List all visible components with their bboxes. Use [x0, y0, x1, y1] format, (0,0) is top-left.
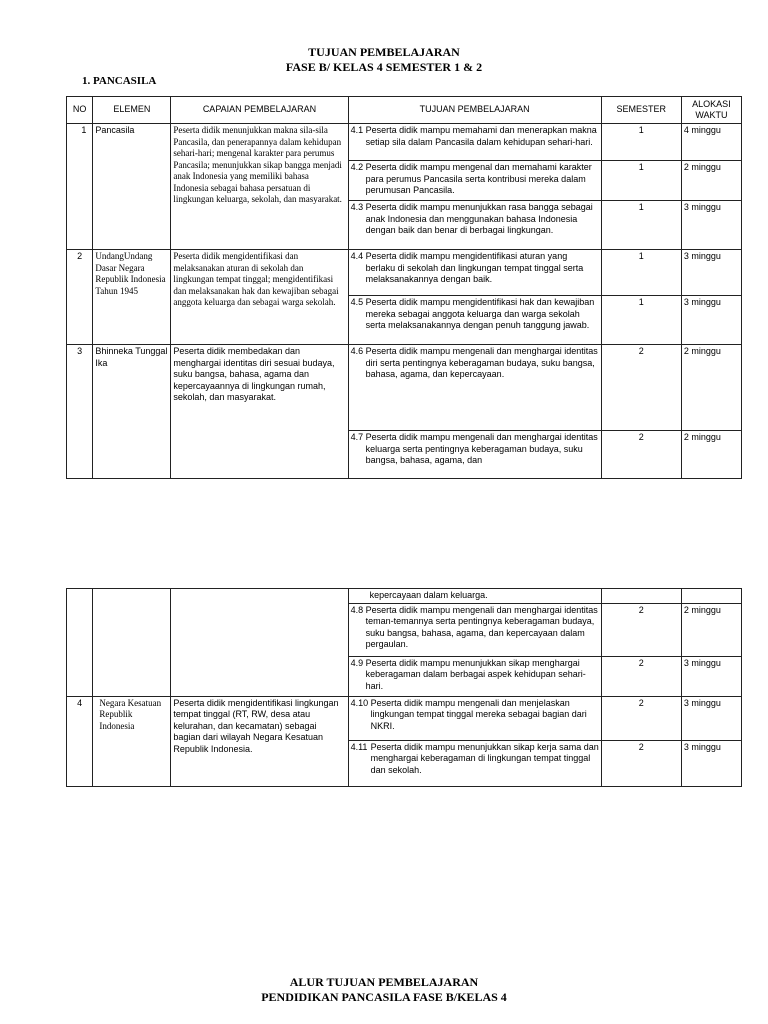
tp-item	[348, 431, 601, 479]
row-number: 3	[67, 345, 93, 479]
document-subtitle: FASE B/ KELAS 4 SEMESTER 1 & 2	[285, 60, 483, 74]
tp-item	[348, 603, 601, 656]
row-elemen	[93, 589, 171, 697]
tp-alokasi: 4 minggu	[681, 124, 741, 161]
tp-item	[348, 696, 601, 740]
tp-number: 4.9	[350, 657, 364, 668]
table-row	[67, 589, 742, 604]
tp-item	[348, 161, 601, 201]
tp-number: 4.7	[350, 432, 364, 442]
tp-number: 4.6	[350, 346, 364, 356]
table-row	[67, 250, 742, 296]
tp-number: 4.5	[350, 297, 364, 307]
tp-item	[348, 296, 601, 345]
tp-text: Peserta didik mampu mengenali dan menghargai identitas diri serta pentingnya keberagaman budaya, suku bangsa, bahasa, agama, dan kepercayaan.	[365, 346, 598, 379]
tp-alokasi: 2 minggu	[681, 345, 741, 431]
learning-objectives-table-continued	[66, 588, 742, 787]
tp-text: Peserta didik mampu mengenal dan memahami karakter para perumus Pancasila serta kontribusi mereka dalam perumusan Pancasila.	[365, 162, 592, 195]
header-no: NO	[67, 97, 93, 124]
tp-alokasi: 2 minggu	[681, 431, 741, 479]
tp-alokasi: 3 minggu	[681, 201, 741, 250]
row-capaian	[171, 589, 348, 697]
tp-number: 4.10	[350, 697, 369, 708]
tp-semester: 2	[601, 740, 681, 786]
row-number: 1	[67, 124, 93, 250]
footer-subtitle: PENDIDIKAN PANCASILA FASE B/KELAS 4	[261, 990, 507, 1004]
learning-objectives-table	[66, 96, 742, 479]
tp-number: 4.11	[350, 741, 368, 752]
tp-text: Peserta didik mampu mengenali dan menghargai identitas teman-temannya serta pentingnya keberagaman budaya, suku bangsa, bahasa, agama, dan kepercayaan dalam pergaulan.	[365, 604, 598, 649]
tp-text: Peserta didik mampu menunjukkan sikap menghargai keberagaman dalam berbagai aspek kehidupan sehari-hari.	[365, 657, 586, 691]
footer-title: ALUR TUJUAN PEMBELAJARAN	[289, 975, 479, 989]
row-capaian: Peserta didik menunjukkan makna sila-sila Pancasila, dan penerapannya dalam kehidupan sehari-hari; mengenal karakter para perumus Pancasila; menunjukkan sikap bangga menjadi anak Indonesia yang memiliki bahasa Indonesia sebagai bahasa persatuan di lingkungan keluarga, sekolah, dan masyarakat.	[171, 124, 348, 250]
table-row	[67, 345, 742, 431]
section-heading: 1. PANCASILA	[82, 75, 157, 87]
header-alokasi: ALOKASI WAKTU	[681, 97, 741, 124]
row-number	[67, 589, 93, 697]
header-elemen: ELEMEN	[93, 97, 171, 124]
tp-text: Peserta didik mampu mengenali dan menjelaskan lingkungan tempat tinggal mereka sebagai bagian dari NKRI.	[370, 697, 587, 731]
row-elemen: Negara Kesatuan Republik Indonesia	[93, 696, 171, 786]
header-semester: SEMESTER	[601, 97, 681, 124]
tp-alokasi: 3 minggu	[681, 250, 741, 296]
document-title: TUJUAN PEMBELAJARAN	[308, 45, 460, 59]
row-elemen: Bhinneka Tunggal Ika	[93, 345, 171, 479]
tp-number: 4.2	[350, 162, 364, 172]
tp-text: Peserta didik mampu memahami dan menerapkan makna setiap sila dalam Pancasila dalam kehidupan sehari-hari.	[365, 125, 597, 147]
tp-text: Peserta didik mampu mengenali dan menghargai identitas keluarga serta pentingnya keberagaman budaya, suku bangsa, bahasa, agama, dan	[365, 432, 598, 465]
tp-semester: 1	[601, 296, 681, 345]
header-capaian: CAPAIAN PEMBELAJARAN	[171, 97, 348, 124]
tp-item	[348, 740, 601, 786]
tp-alokasi: 3 minggu	[681, 656, 741, 696]
row-number: 4	[67, 696, 93, 786]
table-row	[67, 696, 742, 740]
tp-alokasi: 2 minggu	[681, 161, 741, 201]
tp-item	[348, 589, 601, 604]
tp-text: Peserta didik mampu menunjukkan rasa bangga sebagai anak Indonesia dan menggunakan bahasa Indonesia dengan baik dan benar di berbagai lingkungan.	[365, 202, 593, 235]
tp-item	[348, 656, 601, 696]
tp-text: kepercayaan dalam keluarga.	[369, 590, 488, 600]
tp-semester: 1	[601, 124, 681, 161]
tp-alokasi	[681, 589, 741, 604]
row-number: 2	[67, 250, 93, 345]
tp-alokasi: 3 minggu	[681, 696, 741, 740]
tp-semester: 2	[601, 656, 681, 696]
tp-alokasi: 3 minggu	[681, 296, 741, 345]
tp-text: Peserta didik mampu mengidentifikasi aturan yang berlaku di sekolah dan lingkungan tempat tinggal serta melaksanakannya dengan baik.	[365, 251, 584, 284]
tp-semester: 2	[601, 431, 681, 479]
table-row	[67, 124, 742, 161]
tp-semester: 1	[601, 161, 681, 201]
tp-semester: 1	[601, 201, 681, 250]
tp-item	[348, 345, 601, 431]
tp-number: 4.8	[350, 604, 364, 615]
tp-number: 4.4	[350, 251, 364, 261]
row-elemen: Pancasila	[93, 124, 171, 250]
tp-semester	[601, 589, 681, 604]
row-capaian: Peserta didik mengidentifikasi lingkungan tempat tinggal (RT, RW, desa atau kelurahan, dan kecamatan) sebagai bagian dari wilayah Negara Kesatuan Republik Indonesia.	[171, 696, 348, 786]
tp-semester: 2	[601, 603, 681, 656]
tp-text: Peserta didik mampu menunjukkan sikap kerja sama dan menghargai keberagaman di lingkungan tempat tinggal dan sekolah.	[370, 741, 599, 775]
row-capaian: Peserta didik membedakan dan menghargai identitas diri sesuai budaya, suku bangsa, bahasa, agama dan kepercayaannya di lingkungan rumah, sekolah, dan masyarakat.	[171, 345, 348, 479]
tp-item	[348, 124, 601, 161]
row-elemen: UndangUndang Dasar Negara Republik Indonesia Tahun 1945	[93, 250, 171, 345]
tp-item	[348, 201, 601, 250]
tp-semester: 1	[601, 250, 681, 296]
tp-text: Peserta didik mampu mengidentifikasi hak dan kewajiban mereka sebagai anggota keluarga dan warga sekolah serta melaksanakannya dengan penuh tanggung jawab.	[365, 297, 595, 330]
row-capaian: Peserta didik mengidentifikasi dan melaksanakan aturan di sekolah dan lingkungan tempat tinggal; mengidentifikasi dan melaksanakan hak dan kewajiban sebagai anggota keluarga dan sebagai warga sekolah.	[171, 250, 348, 345]
tp-semester: 2	[601, 345, 681, 431]
tp-semester: 2	[601, 696, 681, 740]
tp-alokasi: 2 minggu	[681, 603, 741, 656]
tp-alokasi: 3 minggu	[681, 740, 741, 786]
tp-number: 4.3	[350, 202, 364, 212]
header-tujuan: TUJUAN PEMBELAJARAN	[348, 97, 601, 124]
tp-item	[348, 250, 601, 296]
tp-number: 4.1	[350, 125, 364, 135]
